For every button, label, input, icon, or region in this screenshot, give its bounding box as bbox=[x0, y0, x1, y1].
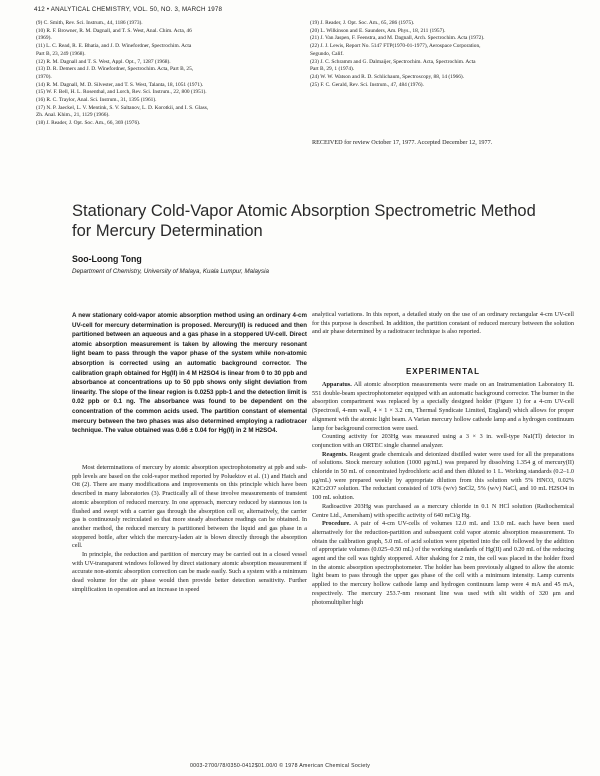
reference-line: Zh. Anal. Khim., 21, 1129 (1966). bbox=[36, 112, 110, 119]
paragraph-text: All atomic absorption measurements were made on an Instrumentation Laboratory IL 551 double-beam spectrophotometer equipped with an automatic background corrector. The burner in the absorption compartment was replaced by a specially designed holder (Figure 1) for a 4-cm UV-cell (Spectrosil, 4-mm wall, 4 × 1 × 3.2 cm, Thermal Syndicate Limited, England) which allows for proper alignment with the atomic light beam. A Varian mercury hollow cathode lamp and a hydrogen continuum lamp for background correction were used. bbox=[312, 381, 574, 432]
body-text-right-intro bbox=[312, 311, 574, 337]
reference-line: (12) R. M. Dagnall and T. S. West, Appl. Opt., 7, 1287 (1968). bbox=[36, 58, 171, 65]
reference-line: (11) L. C. Read, R. E. Bhatia, and J. D. Winefordner, Spectrochim. Acta bbox=[36, 43, 192, 50]
running-head: 412 • ANALYTICAL CHEMISTRY, VOL. 50, NO. 3, MARCH 1978 bbox=[34, 6, 223, 13]
run-in-heading: Reagents. bbox=[322, 450, 348, 458]
reference-line: (14) R. M. Dagnall, M. D. Silvester, and T. S. West, Talanta, 18, 1051 (1971). bbox=[36, 81, 204, 88]
paragraph-text: Reagent grade chemicals and deionized distilled water were used for all the preparations of solutions. Stock mercury solution (1000 μg/mL) was prepared by dissolving 1.354 g of mercury(II) chloride in 50 mL of concentrated hydrochloric acid and then diluted to 1 L. Working standards (0.2–1.0 μg/mL) were prepared weekly by appropriate dilution from this solution with 5% HNO3, 0.02% K2Cr2O7 solution. The reductant consisted of 10% (w/v) SnCl2, 5% (w/v) NaCl, and 10 mL H2SO4 in 100 mL solution. bbox=[312, 450, 574, 502]
reference-line: (10) R. F. Browner, R. M. Dagnall, and T. S. West, Anal. Chim. Acta, 46 bbox=[36, 27, 192, 34]
reference-line: (20) L. Wilkinson and E. Saunders, Am. Phys., 18, 211 (1957). bbox=[310, 27, 446, 34]
experimental-paragraph bbox=[312, 451, 574, 503]
reference-line: (21) J. Van Jaspen, F. Feenstra, and M. Dagnall, Arch. Spectrochim. Acta (1972). bbox=[310, 35, 485, 42]
paragraph-text: A pair of 4-cm UV-cells of volumes 12.0 mL and 13.0 mL each have been used alternatively for the reduction-partition and subsequent cold vapor atomic absorption measurement. To obtain the calibration graph, 5.0 mL of acid solution were pipetted into the cell followed by the addition of appropriate volumes (0.025–0.50 mL) of the working standards of Hg(II) and 0.20 mL of the reducing agent and the cell was tightly stoppered. After shaking for 2 min, the cell was placed in the holder fixed in the atomic absorption spectrophotometer. The holder has been previously aligned to allow the atomic light beam to pass through the upper gas phase of the cell with a minimum intensity. Lamp currents applied to the mercury hollow cathode lamp and hydrogen continuum lamp were 4 mA and 45 mA, respectively. The mercury 253.7-nm resonant line was used with slit width of 320 μm and photomultiplier high bbox=[312, 520, 574, 606]
reference-line: (23) J. C. Schramm and G. Dalmaijer, Spectrochim. Acta, Spectrochim. Acta bbox=[310, 58, 476, 65]
body-paragraph: In principle, the reduction and partition of mercury may be carried out in a closed vessel with UV-transparent windows followed by direct stationary atomic absorption measurement if accurate non-atomic absorption correction can be made easily. Such a system with a minimum dead volume for the air phase would then provide better detection sensitivity. Further simplification in operation and an increase in speed bbox=[72, 551, 307, 593]
reference-line: (1970). bbox=[36, 73, 52, 80]
reference-line: (1969). bbox=[36, 35, 52, 42]
section-heading-experimental: EXPERIMENTAL bbox=[405, 367, 481, 376]
reference-line: Part B, 29, 1 (1974). bbox=[310, 66, 355, 73]
experimental-section bbox=[312, 381, 574, 607]
reference-line: (18) J. Reader, J. Opt. Soc. Am., 66, 369 (1976). bbox=[36, 120, 141, 127]
body-text-left-column bbox=[72, 464, 307, 595]
references-left-column bbox=[36, 20, 301, 128]
reference-line: (24) W. W. Watson and R. D. Schlichaum, Spectroscopy, 88, 14 (1966). bbox=[310, 73, 465, 80]
experimental-paragraph bbox=[312, 520, 574, 607]
experimental-paragraph bbox=[312, 381, 574, 433]
experimental-paragraph bbox=[312, 503, 574, 520]
reference-line: (22) J. J. Lewis, Report No. 5147 FTP(1970-01-1977), Aerospace Corporation, bbox=[310, 43, 481, 50]
reference-line: (15) W. F. Bell, H. L. Rosenthal, and Lorch, Rev. Sci. Instrum., 22, 800 (1951). bbox=[36, 89, 207, 96]
reference-line: (9) C. Smith, Rev. Sci. Instrum., 44, 1186 (1973). bbox=[36, 20, 143, 26]
experimental-paragraph bbox=[312, 433, 574, 450]
body-paragraph: Most determinations of mercury by atomic absorption spectrophotometry at ppb and sub-ppb levels are based on the cold-vapor method reported by Poluektov et al. (1) and Hatch and Ott (2). There are many modifications and improvements on this principle which have been described in many laboratories (3). Practically all of these involve measurements of transient atomic absorption of reduced mercury. In one approach, mercury reduced by stannous ion is flushed and swept with a carrier gas through the absorption cell or, alternatively, the carrier gas is continuously recirculated so that more steady absorbance readings can be obtained. In another method, the reduced mercury is partitioned between the liquid and gas phase in a stoppered bottle, after which the mercury-laden air is blown directly through the absorption cell. bbox=[72, 464, 307, 550]
body-paragraph: analytical variations. In this report, a detailed study on the use of an ordinary rectangular 4-cm UV-cell for this purpose is described. In addition, the partition constant of reduced mercury between the solution and air phase determined by a radiotracer technique is also reported. bbox=[312, 311, 574, 336]
reference-line: Part B, 23, 249 (1968). bbox=[36, 50, 86, 57]
reference-line: (13) D. R. Demers and J. D. Winefordner, Spectrochim. Acta, Part B, 25, bbox=[36, 66, 194, 73]
received-notice: RECEIVED for review October 17, 1977. Accepted December 12, 1977. bbox=[312, 139, 493, 146]
reference-line: (16) R. C. Traylor, Anal. Sci. Instrum., 31, 1395 (1961). bbox=[36, 97, 157, 104]
reference-line: (25) F. C. Gerald, Rev. Sci. Instrum., 47, 484 (1976). bbox=[310, 81, 424, 88]
reference-line: (17) N. P. Jaeckel, L. V. Mentink, S. V. Saltanov, L. D. Korotkii, and I. S. Glass, bbox=[36, 104, 209, 111]
run-in-heading: Apparatus. bbox=[322, 381, 352, 388]
paragraph-text: Radioactive 203Hg was purchased as a mercury chloride in 0.1 N HCl solution (Radiochemical Centre Ltd., Amersham) with specific activity of 640 mCi/g Hg. bbox=[312, 502, 574, 519]
references-right-column bbox=[310, 20, 575, 89]
article-title: Stationary Cold-Vapor Atomic Absorption Spectrometric Method for Mercury Determination bbox=[72, 202, 536, 240]
author-name: Soo-Loong Tong bbox=[72, 254, 142, 264]
author-affiliation: Department of Chemistry, University of Malaya, Kuala Lumpur, Malaysia bbox=[72, 268, 269, 275]
reference-line: (19) J. Reader, J. Opt. Soc. Am., 65, 286 (1975). bbox=[310, 20, 415, 26]
run-in-heading: Procedure. bbox=[322, 520, 351, 528]
page-footer: 0003-2700/78/0350-0412$01.00/0 © 1978 American Chemical Society bbox=[190, 763, 371, 769]
reference-line: Segundo, Calif. bbox=[310, 50, 344, 57]
paragraph-text: Counting activity for 203Hg was measured using a 3 × 3 in. well-type NaI(Tl) detector in conjunction with an ORTEC single channel analyzer. bbox=[312, 433, 574, 449]
abstract: A new stationary cold-vapor atomic absorption method using an ordinary 4-cm UV-cell for mercury determination is proposed. Mercury(II) is reduced and then partitioned between an aqueous and a gas phase in a stoppered UV-cell. Direct atomic absorption measurement is taken by allowing the mercury resonant light beam to pass through the vapor phase of the system while non-atomic absorption is corrected using an automatic background corrector. The calibration graph obtained for Hg(II) in 4 M H2SO4 is linear from 0 to 30 ppb and absorbance at concentrations up to 50 ppb shows only slight deviation from linearity. The slope of the linear region is 0.0253 ppb-1 and the detection limit is 0.02 ppb or 0.1 ng. The absorbance was found to be dependent on the concentration of the common acids used. The partition constant of elemental mercury between the two phases was also determined employing a radiotracer technique. The value obtained was 0.66 ± 0.04 for Hg(II) in 2 M H2SO4. bbox=[72, 312, 307, 435]
